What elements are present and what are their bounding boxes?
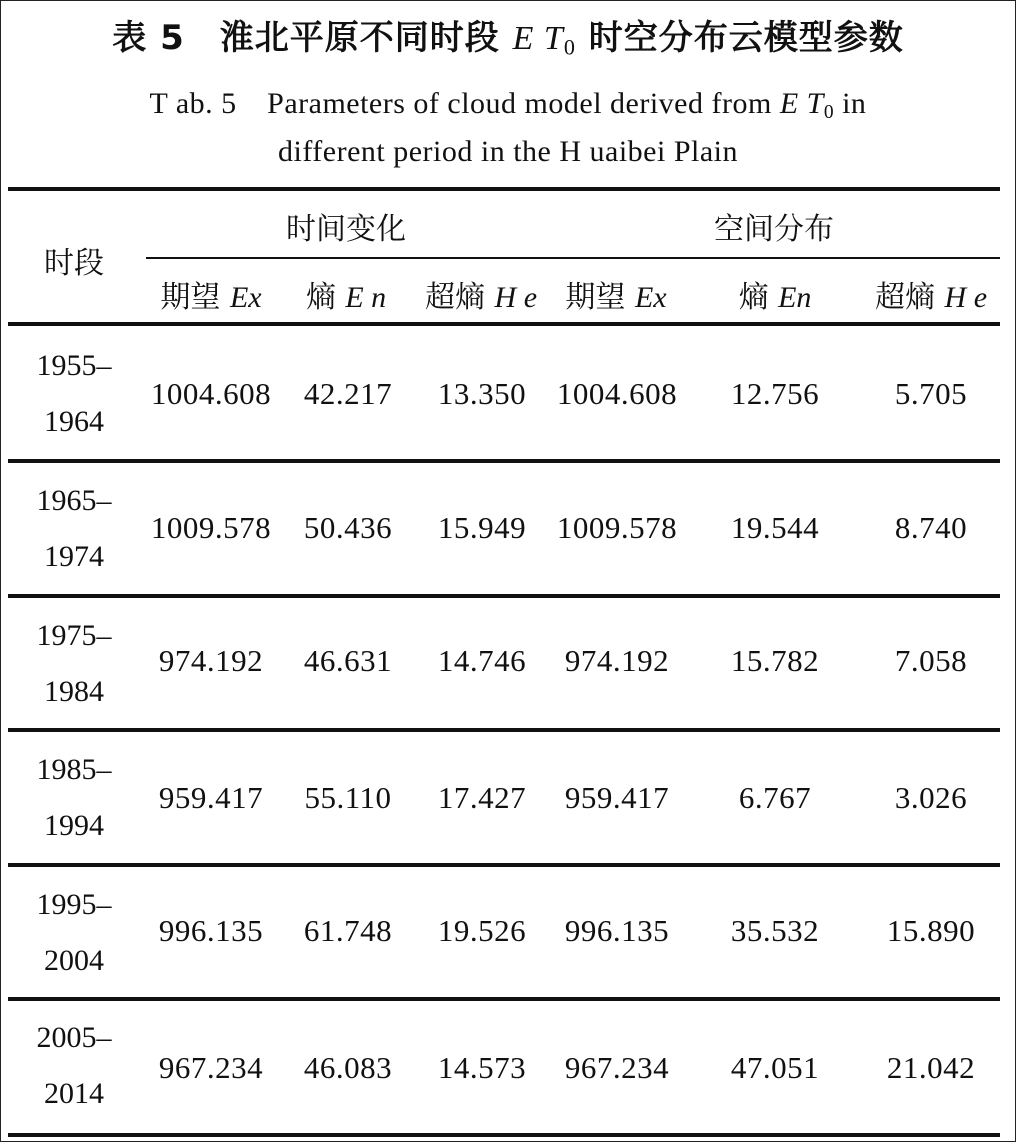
col-label: 超熵 [424, 280, 485, 315]
cell-time-ex: 974.192 [158, 643, 264, 678]
row-divider-1 [8, 459, 1000, 463]
row-divider-2 [8, 594, 1000, 598]
caption-english-line2: different period in the H uaibei Plain [278, 135, 738, 168]
cell-time-he: 14.746 [437, 643, 527, 678]
period-start: 1995– [36, 888, 112, 921]
header-col-space-he [858, 272, 1004, 316]
cell-space-en: 19.544 [730, 510, 820, 545]
period-end: 1964 [44, 405, 104, 438]
cell-space-he: 15.890 [886, 913, 976, 948]
caption-en-variable [779, 87, 835, 123]
header-group-rule [146, 257, 1000, 259]
cell-space-he: 3.026 [894, 780, 968, 815]
caption-chinese [0, 10, 1016, 61]
table-bottom-rule [8, 1133, 1000, 1137]
cell-space-he: 5.705 [894, 376, 968, 411]
col-var: E n [345, 281, 387, 314]
cell-time-ex: 1004.608 [150, 376, 272, 411]
caption-en-var-text: E T [779, 87, 824, 120]
cell-space-en: 15.782 [730, 643, 820, 678]
header-col-time-ex [146, 272, 276, 316]
cell-time-he: 14.573 [437, 1050, 527, 1085]
period-start: 1955– [36, 349, 112, 382]
caption-en-prefix: T ab. 5 Parameters of cloud model derived from [149, 87, 772, 120]
col-label: 期望 [565, 280, 626, 315]
caption-en-suffix: in [842, 87, 867, 120]
cell-space-ex: 1009.578 [556, 510, 678, 545]
caption-en-var-sub: 0 [823, 101, 835, 123]
caption-zh-variable [512, 20, 576, 60]
cell-time-en: 46.083 [303, 1050, 393, 1085]
col-label: 熵 [305, 280, 336, 315]
col-label: 熵 [738, 280, 769, 315]
col-var: En [778, 281, 812, 314]
cell-time-he: 15.949 [437, 510, 527, 545]
row-period [14, 473, 134, 585]
col-var: Ex [634, 281, 667, 314]
cell-space-ex: 974.192 [564, 643, 670, 678]
cell-space-en: 12.756 [730, 376, 820, 411]
period-start: 1975– [36, 619, 112, 652]
header-col-space-en [700, 272, 850, 316]
cell-space-ex: 967.234 [564, 1050, 670, 1085]
table-top-rule [8, 187, 1000, 191]
col-var: H e [944, 281, 988, 314]
header-group-time: 时间变化 [286, 212, 406, 247]
row-period [14, 742, 134, 854]
cell-time-en: 55.110 [304, 780, 392, 815]
period-end: 2004 [44, 944, 104, 977]
header-col-time-he [414, 272, 548, 316]
period-end: 1994 [44, 809, 104, 842]
caption-zh-prefix: 表 5 淮北平原不同时段 [112, 18, 500, 58]
period-start: 1965– [36, 484, 112, 517]
period-start: 2005– [36, 1021, 112, 1054]
cell-time-en: 46.631 [303, 643, 393, 678]
cell-time-en: 50.436 [303, 510, 393, 545]
cell-space-he: 21.042 [886, 1050, 976, 1085]
cell-time-ex: 996.135 [158, 913, 264, 948]
cell-time-en: 61.748 [303, 913, 393, 948]
cell-space-ex: 959.417 [564, 780, 670, 815]
row-divider-3 [8, 728, 1000, 732]
period-end: 1974 [44, 540, 104, 573]
cell-time-he: 17.427 [437, 780, 527, 815]
caption-zh-suffix: 时空分布云模型参数 [588, 18, 904, 58]
cell-time-ex: 959.417 [158, 780, 264, 815]
cell-space-en: 6.767 [738, 780, 812, 815]
row-period [14, 877, 134, 989]
cell-space-en: 47.051 [730, 1050, 820, 1085]
cell-space-he: 8.740 [894, 510, 968, 545]
cell-time-he: 19.526 [437, 913, 527, 948]
row-divider-4 [8, 863, 1000, 867]
col-label: 超熵 [874, 280, 935, 315]
cell-space-en: 35.532 [730, 913, 820, 948]
row-period [14, 338, 134, 450]
cell-time-ex: 967.234 [158, 1050, 264, 1085]
col-var: H e [494, 281, 538, 314]
row-period [14, 608, 134, 720]
header-period: 时段 [44, 246, 104, 281]
caption-zh-var-sub: 0 [563, 34, 576, 60]
header-col-time-en [280, 272, 412, 316]
row-divider-5 [8, 997, 1000, 1001]
cell-time-en: 42.217 [303, 376, 393, 411]
period-end: 2014 [44, 1077, 104, 1110]
period-start: 1985– [36, 753, 112, 786]
cell-space-ex: 1004.608 [556, 376, 678, 411]
cell-time-ex: 1009.578 [150, 510, 272, 545]
col-label: 期望 [160, 280, 221, 315]
caption-english-line1 [0, 78, 1016, 124]
cell-space-ex: 996.135 [564, 913, 670, 948]
header-col-space-ex [550, 272, 682, 316]
header-bottom-rule [8, 322, 1000, 326]
row-period [14, 1010, 134, 1122]
period-end: 1984 [44, 675, 104, 708]
header-group-space: 空间分布 [714, 212, 834, 247]
cell-space-he: 7.058 [894, 643, 968, 678]
caption-zh-var-text: E T [512, 20, 564, 57]
col-var: Ex [229, 281, 262, 314]
cell-time-he: 13.350 [437, 376, 527, 411]
